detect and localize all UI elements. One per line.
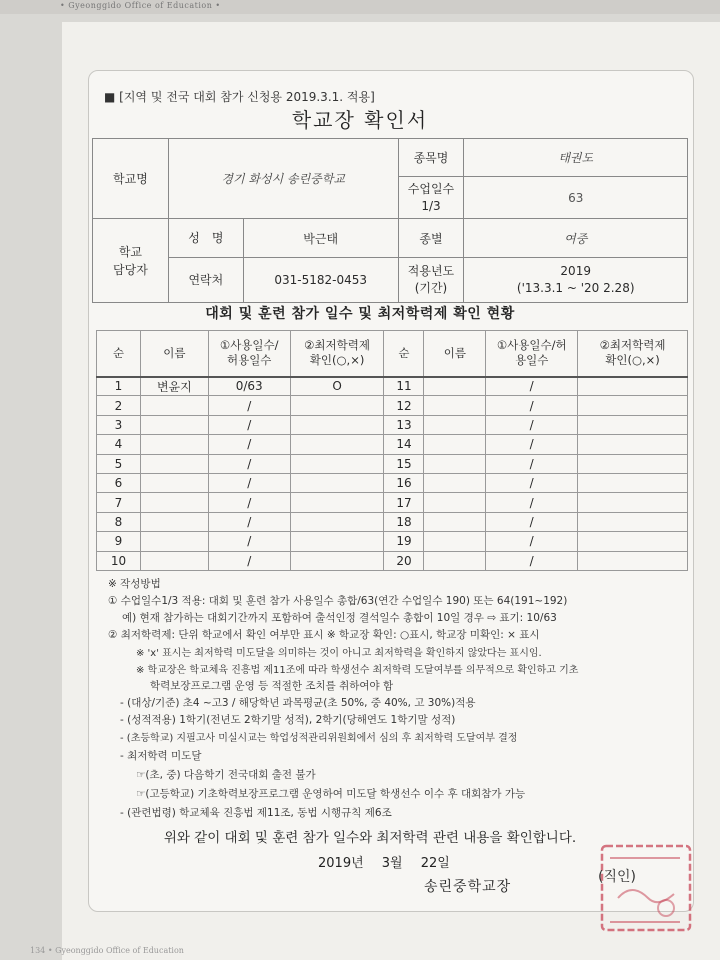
note-line: ① 수업일수1/3 적용: 대회 및 훈련 참가 사용일수 총합/63(연간 수업일수 190) 또는 64(191~192): [108, 595, 568, 607]
row-days: /: [208, 473, 290, 492]
table-row: [97, 435, 688, 454]
row-name-right: [424, 377, 486, 396]
kind-label: 종별: [398, 219, 464, 258]
row-days: /: [208, 551, 290, 570]
document-title: 학교장 확인서: [291, 108, 429, 132]
row-no: 7: [97, 493, 141, 512]
row-name-right: [424, 551, 486, 570]
issue-date: 2019년 3월 22일: [318, 856, 450, 871]
table-row: [97, 396, 688, 415]
note-line: ☞(고등학교) 기초학력보장프로그램 운영하여 미도달 학생선수 이수 후 대회참가 가능: [136, 788, 526, 800]
row-no-right: 11: [384, 377, 424, 396]
row-days-right: /: [486, 512, 578, 531]
name-value: 박근태: [303, 231, 339, 246]
header-strip: [0, 0, 720, 14]
row-check: O: [290, 377, 384, 396]
contact-label: 연락처: [169, 258, 244, 302]
school-days-value: 63: [464, 177, 688, 219]
row-name: [140, 415, 208, 434]
row-days-right: /: [486, 454, 578, 473]
row-no: 1: [97, 377, 141, 396]
row-check: [290, 512, 384, 531]
row-no: 6: [97, 473, 141, 492]
application-note: ■ [지역 및 전국 대회 참가 신청용 2019.3.1. 적용]: [104, 90, 375, 104]
school-name-label: 학교명: [93, 139, 169, 219]
row-name: [140, 473, 208, 492]
row-days: 0/63: [208, 377, 290, 396]
row-check: [290, 396, 384, 415]
col-check-right: ②최저학력제 확인(○,×): [578, 331, 688, 377]
row-days: /: [208, 454, 290, 473]
row-check: [290, 532, 384, 551]
row-name: [140, 493, 208, 512]
row-name: [140, 454, 208, 473]
row-days-right: /: [486, 493, 578, 512]
row-no-right: 12: [384, 396, 424, 415]
row-no: 4: [97, 435, 141, 454]
note-heading: ※ 작성방법: [108, 578, 161, 590]
col-days: ①사용일수/ 허용일수: [208, 331, 290, 377]
row-name: [140, 512, 208, 531]
row-check-right: [578, 532, 688, 551]
row-days: /: [208, 532, 290, 551]
row-name-right: [424, 532, 486, 551]
name-cell: [168, 219, 398, 258]
row-check-right: [578, 415, 688, 434]
official-seal: [588, 838, 700, 934]
note-line: - (관련법령) 학교체육 진흥법 제11조, 동법 시행규칙 제6조: [120, 807, 392, 819]
note-line: - (대상/기준) 초4 ~고3 / 해당학년 과목평균(초 50%, 중 40%, 고 30%)적용: [120, 697, 476, 709]
row-check: [290, 493, 384, 512]
section-title: 대회 및 훈련 참가 일수 및 최저학력제 확인 현황: [205, 306, 515, 322]
row-no-right: 14: [384, 435, 424, 454]
table-row: [97, 415, 688, 434]
name-label: 성 명: [169, 219, 244, 257]
note-line: 예) 현재 참가하는 대회기간까지 포함하여 출석인정 결석일수 총합이 10일 경우 ⇨ 표기: 10/63: [122, 612, 557, 624]
row-check-right: [578, 473, 688, 492]
event-value: 태권도: [464, 139, 688, 177]
row-no: 3: [97, 415, 141, 434]
row-check-right: [578, 377, 688, 396]
row-no-right: 19: [384, 532, 424, 551]
row-days-right: /: [486, 377, 578, 396]
seal-note: (직인): [598, 869, 636, 885]
col-no-right: 순: [384, 331, 424, 377]
confirmation-text: 위와 같이 대회 및 훈련 참가 일수와 최저학력 관련 내용을 확인합니다.: [163, 830, 577, 846]
table-row: [97, 454, 688, 473]
row-days: /: [208, 512, 290, 531]
row-name: [140, 435, 208, 454]
row-days-right: /: [486, 396, 578, 415]
note-line: - (성적적용) 1학기(전년도 2학기말 성적), 2학기(당해연도 1학기말 성적): [120, 714, 456, 726]
note-line: ② 최저학력제: 단위 학교에서 확인 여부만 표시 ※ 학교장 확인: ○표시, 학교장 미확인: × 표시: [108, 629, 540, 641]
contact-cell: [168, 258, 398, 303]
row-name-right: [424, 512, 486, 531]
kind-value: 여중: [464, 219, 688, 258]
col-no: 순: [97, 331, 141, 377]
table-row: [97, 551, 688, 570]
row-days-right: /: [486, 435, 578, 454]
row-name-right: [424, 415, 486, 434]
row-no: 2: [97, 396, 141, 415]
note-line: - (초등학교) 지필고사 미실시교는 학업성적관리위원회에서 심의 후 최저학력 도달여부 결정: [120, 733, 518, 744]
row-name-right: [424, 396, 486, 415]
row-check-right: [578, 454, 688, 473]
row-check-right: [578, 512, 688, 531]
row-check-right: [578, 435, 688, 454]
table-row: [97, 512, 688, 531]
row-days-right: /: [486, 532, 578, 551]
row-days-right: /: [486, 551, 578, 570]
row-days-right: /: [486, 473, 578, 492]
footer-strip-text: 134 • Gyeonggido Office of Education: [30, 946, 184, 955]
row-no-right: 16: [384, 473, 424, 492]
row-no-right: 13: [384, 415, 424, 434]
contact-person-label: 학교 담당자: [93, 219, 169, 303]
note-line: - 최저학력 미도달: [120, 750, 202, 762]
header-strip-text: • Gyeonggido Office of Education •: [60, 1, 221, 10]
school-days-label: 수업일수 1/3: [398, 177, 464, 219]
row-name-right: [424, 493, 486, 512]
row-no-right: 17: [384, 493, 424, 512]
row-days: /: [208, 493, 290, 512]
col-name: 이름: [140, 331, 208, 377]
row-check-right: [578, 551, 688, 570]
principal-signature: 송린중학교장: [424, 879, 512, 895]
row-check-right: [578, 493, 688, 512]
row-no-right: 15: [384, 454, 424, 473]
row-no: 8: [97, 512, 141, 531]
row-days-right: /: [486, 415, 578, 434]
table-row: [97, 377, 688, 396]
row-no-right: 20: [384, 551, 424, 570]
row-name: 변윤지: [140, 377, 208, 396]
footer-strip: [0, 944, 720, 960]
note-line: ※ 학교장은 학교체육 진흥법 제11조에 따라 학생선수 최저학력 도달여부를 의무적으로 확인하고 기초: [136, 665, 579, 676]
row-days: /: [208, 435, 290, 454]
row-check: [290, 473, 384, 492]
row-no: 5: [97, 454, 141, 473]
row-check: [290, 454, 384, 473]
year-value: 2019 ('13.3.1 ~ '20 2.28): [464, 258, 688, 303]
event-label: 종목명: [398, 139, 464, 177]
col-name-right: 이름: [424, 331, 486, 377]
note-line: 학력보장프로그램 운영 등 적절한 조치를 취하여야 함: [150, 680, 394, 692]
row-name-right: [424, 473, 486, 492]
participation-table: [96, 330, 688, 571]
row-no: 9: [97, 532, 141, 551]
school-name-value: 경기 화성시 송린중학교: [168, 139, 398, 219]
row-name-right: [424, 435, 486, 454]
contact-value: 031-5182-0453: [274, 273, 367, 287]
row-no-right: 18: [384, 512, 424, 531]
row-name: [140, 532, 208, 551]
col-check: ②최저학력제 확인(○,×): [290, 331, 384, 377]
year-label: 적용년도 (기간): [398, 258, 464, 303]
row-name: [140, 551, 208, 570]
table-row: [97, 532, 688, 551]
row-check: [290, 551, 384, 570]
col-days-right: ①사용일수/허 용일수: [486, 331, 578, 377]
table-row: [97, 473, 688, 492]
row-days: /: [208, 415, 290, 434]
table-row: [97, 493, 688, 512]
note-line: ※ 'x' 표시는 최저학력 미도달을 의미하는 것이 아니고 최저학력을 확인하지 않았다는 표시임.: [136, 648, 542, 659]
row-name: [140, 396, 208, 415]
row-check: [290, 415, 384, 434]
row-check-right: [578, 396, 688, 415]
row-check: [290, 435, 384, 454]
row-name-right: [424, 454, 486, 473]
row-no: 10: [97, 551, 141, 570]
school-info-table: [92, 138, 688, 303]
note-line: ☞(초, 중) 다음학기 전국대회 출전 불가: [136, 769, 316, 781]
row-days: /: [208, 396, 290, 415]
